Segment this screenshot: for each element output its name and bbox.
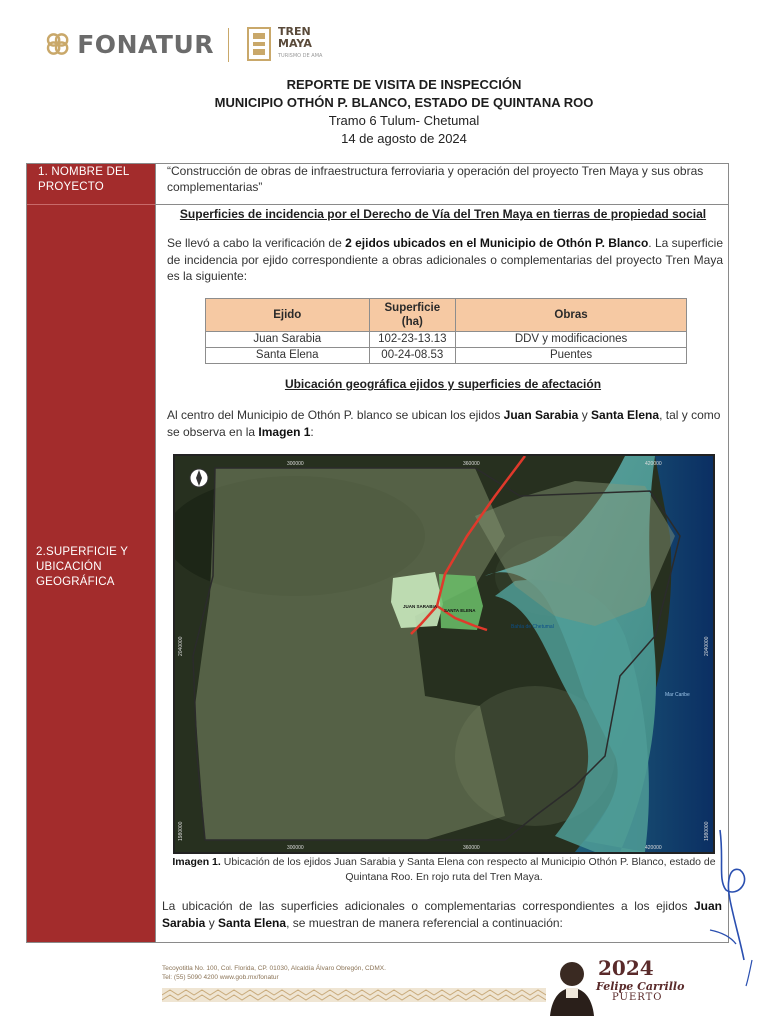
location-paragraph <box>167 407 723 440</box>
header-superficie: Superficie (ha) <box>369 299 456 332</box>
map-left-tick: 2040000 <box>178 636 184 656</box>
cell-superficie: 00-24-08.53 <box>369 348 456 364</box>
verification-paragraph <box>167 235 723 285</box>
map-bottom-tick: 420000 <box>645 845 662 851</box>
footer-decorative-pattern <box>162 988 546 1002</box>
section-heading: Superficies de incidencia por el Derecho de Vía del Tren Maya en tierras de propiedad social <box>179 207 707 221</box>
project-name-text: “Construcción de obras de infraestructura ferroviaria y operación del proyecto Tren Maya y sus obras complementarias” <box>167 164 704 194</box>
fonatur-wordmark: FONATUR <box>77 29 214 59</box>
title-line-3: Tramo 6 Tulum- Chetumal <box>328 113 480 128</box>
footer-address: Tecoyotitla No. 100, Col. Florida, CP. 01030, Alcaldía Álvaro Obregón, CDMX. <box>162 965 386 972</box>
para3-text-c: y <box>205 915 219 930</box>
caption-label: Imagen 1. <box>172 856 221 868</box>
footer-address-block <box>162 964 492 982</box>
para1-text-a: Se llevó a cabo la verificación de <box>167 236 346 250</box>
header-obras: Obras <box>456 299 687 332</box>
tren-maya-line2: MAYA <box>278 37 312 50</box>
report-title <box>150 76 658 148</box>
cell-obras: Puentes <box>456 348 687 364</box>
para2-image-ref: Imagen 1 <box>258 424 311 439</box>
tren-maya-line1: TREN <box>278 25 311 38</box>
title-line-2: MUNICIPIO OTHÓN P. BLANCO, ESTADO DE QUINTANA ROO <box>214 95 594 110</box>
map-top-tick: 420000 <box>645 461 662 467</box>
para2-text-c: y <box>578 408 592 422</box>
map-corner-left-tick: 1980000 <box>178 821 184 841</box>
felipe-carrillo-puerto-2024-logo <box>546 954 686 1016</box>
handwritten-signature <box>690 820 760 990</box>
cell-ejido: Santa Elena <box>206 348 370 364</box>
cell-superficie: 102-23-13.13 <box>369 332 456 348</box>
ejido-table <box>205 298 687 364</box>
para1-text-bold: 2 ejidos ubicados en el Municipio de Othón P. Blanco <box>345 236 649 250</box>
para2-text-a: Al centro del Municipio de Othón P. blanco se ubican los ejidos <box>167 408 504 422</box>
tren-maya-tagline: TURISMO DE AMA <box>278 53 323 59</box>
para2-santa-elena: Santa Elena <box>591 408 660 422</box>
map-bottom-tick: 360000 <box>463 845 480 851</box>
header-divider <box>228 28 229 62</box>
map-label-juan-sarabia: JUAN SARABIA <box>403 604 438 609</box>
column-divider <box>155 164 156 942</box>
row-label-surface-location: 2.SUPERFICIE Y UBICACIÓN GEOGRÁFICA <box>36 546 128 588</box>
para3-text-a: La ubicación de las superficies adicionales o complementarias correspondientes a los ejidos <box>162 899 694 913</box>
label-row-divider <box>27 204 155 205</box>
map-top-tick: 360000 <box>463 461 480 467</box>
map-label-sea: Mar Caribe <box>665 692 690 698</box>
tren-maya-wordmark <box>278 26 322 62</box>
title-line-1: REPORTE DE VISITA DE INSPECCIÓN <box>286 77 522 92</box>
cell-obras: DDV y modificaciones <box>456 332 687 348</box>
map-bottom-tick: 300000 <box>287 845 304 851</box>
footer-contact: Tel: (55) 5090 4200 www.gob.mx/fonatur <box>162 974 279 981</box>
para1-text-c: . La superficie de incidencia por ejido correspondiente a obras adicionales o complementarias del proyecto Tren Maya es la siguiente: <box>167 236 723 283</box>
para3-text-e: , se muestran de manera referencial a continuación: <box>286 915 563 930</box>
header-ejido: Ejido <box>206 299 370 332</box>
map-corner-right-tick: 1980000 <box>704 821 710 841</box>
portrait-icon <box>546 954 596 1016</box>
satellite-map-image <box>175 456 713 852</box>
tren-maya-glyph-icon <box>246 26 272 62</box>
tren-maya-logo <box>246 24 336 64</box>
para2-juan-sarabia: Juan Sarabia <box>503 408 579 422</box>
fonatur-knot-icon <box>44 27 71 61</box>
footer-honoree-name: Felipe Carrillo <box>596 980 685 993</box>
row-divider <box>155 204 729 205</box>
location-map <box>173 454 715 854</box>
para2-text-g: : <box>310 424 314 439</box>
map-top-tick: 300000 <box>287 461 304 467</box>
map-label-bay: Bahía de Chetumal <box>511 624 554 630</box>
map-label-santa-elena: SANTA ELENA <box>444 608 476 613</box>
para2-text-e: , tal y como se observa en la <box>167 408 721 439</box>
footer-honoree-surname: PUERTO <box>612 992 663 1003</box>
table-row <box>206 348 687 364</box>
closing-paragraph <box>162 898 722 931</box>
table-row <box>206 332 687 348</box>
cell-ejido: Juan Sarabia <box>206 332 370 348</box>
map-caption <box>170 855 718 885</box>
row-label-project-name: 1. NOMBRE DEL PROYECTO <box>38 166 130 193</box>
location-subheading: Ubicación geográfica ejidos y superficies de afectación <box>284 377 602 391</box>
para3-juan-sarabia: Juan Sarabia <box>162 899 722 930</box>
caption-text: Ubicación de los ejidos Juan Sarabia y Santa Elena con respecto al Municipio Othón P. Blanco, estado de Quintana Roo. En rojo ruta del Tren Maya. <box>220 856 716 883</box>
north-arrow-icon <box>190 469 208 487</box>
footer-year: 2024 <box>598 956 654 980</box>
title-line-4: 14 de agosto de 2024 <box>341 131 467 146</box>
para3-santa-elena: Santa Elena <box>218 915 287 930</box>
fonatur-logo <box>44 24 214 64</box>
map-right-tick: 2040000 <box>704 636 710 656</box>
table-header-row <box>206 299 687 332</box>
